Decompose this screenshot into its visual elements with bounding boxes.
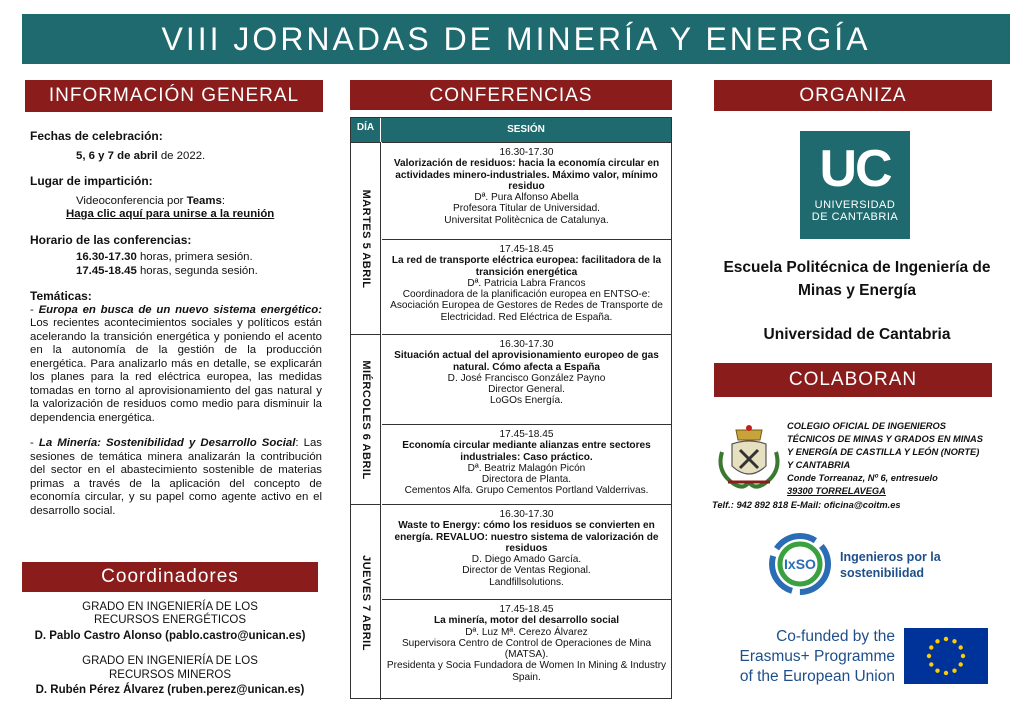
teams-join-link[interactable]: Haga clic aquí para unirse a la reunión	[66, 208, 275, 220]
tematicas-label: Temáticas:	[30, 289, 92, 303]
uc-logo	[800, 131, 910, 239]
ixso-logo-icon	[766, 530, 834, 598]
session-speaker: Dª. Beatriz Malagón Picón	[467, 462, 586, 474]
fechas-value	[30, 150, 322, 164]
eu-star-icon	[944, 637, 948, 641]
session-4	[382, 424, 671, 504]
session-org: Universitat Politècnica de Catalunya.	[444, 214, 609, 226]
lugar-bold: Teams	[186, 194, 222, 207]
session-role: Directora de Planta.	[481, 474, 572, 486]
session-title: Valorización de residuos: hacia la economía circular en actividades minero-industriales. Máximo valor, mínimo residuo	[393, 158, 660, 192]
eu-star-icon	[929, 662, 933, 666]
table-header	[351, 118, 671, 142]
colaboran-header: COLABORAN	[714, 363, 992, 397]
horario-2	[30, 265, 322, 279]
lugar-value	[30, 195, 322, 209]
colegio-line: COLEGIO OFICIAL DE INGENIEROS	[787, 421, 946, 431]
col-dia: DÍA	[351, 118, 381, 142]
lugar-colon: :	[221, 194, 226, 207]
lugar-text: Videoconferencia por	[76, 194, 187, 207]
eu-star-icon	[959, 645, 963, 649]
session-time: 17.45-18.45	[499, 604, 554, 615]
page-title: VIII JORNADAS DE MINERÍA Y ENERGÍA	[22, 14, 1010, 64]
session-role: Director de Ventas Regional.	[462, 565, 591, 577]
session-title: La red de transporte eléctrica europea: facilitadora de la transición energética	[391, 255, 662, 278]
eu-flag-icon	[904, 628, 988, 684]
session-time: 17.45-18.45	[499, 429, 554, 440]
horario-1	[30, 251, 322, 265]
session-role: Coordinadora de la planificación europea en ENTSO-e: Asociación Europea de Gestores de Redes de Transporte de Electricidad. Red Eléctrica de España.	[390, 289, 663, 323]
day-martes	[351, 142, 381, 334]
session-speaker: D. José Francisco González Payno	[447, 372, 606, 384]
fechas-bold: 5, 6 y 7 de abril	[76, 149, 158, 162]
session-speaker: Dª. Luz Mª. Cerezo Álvarez	[465, 626, 588, 638]
session-title: Economía circular mediante alianzas entre sectores industriales: Caso práctico.	[402, 440, 651, 463]
eu-star-icon	[935, 669, 939, 673]
eu-star-icon	[944, 671, 948, 675]
horario-2-rest: horas, segunda sesión.	[136, 264, 258, 277]
tema2-title: La Minería: Sostenibilidad y Desarrollo Social	[38, 437, 296, 449]
uc-logo-line1: UNIVERSIDAD	[814, 199, 896, 211]
session-speaker: Dª. Patricia Labra Francos	[467, 277, 586, 289]
col-sesion: SESIÓN	[507, 124, 545, 135]
fechas-label: Fechas de celebración:	[30, 129, 163, 143]
eu-star-icon	[952, 669, 956, 673]
fechas-rest: de 2022.	[157, 149, 206, 162]
session-title: La minería, motor del desarrollo social	[433, 615, 620, 627]
organiza-header: ORGANIZA	[714, 80, 992, 111]
day-label: JUEVES 7 ABRIL	[359, 554, 372, 651]
colegio-info	[787, 420, 1009, 498]
colegio-line: TÉCNICOS DE MINAS Y GRADOS EN MINAS	[787, 434, 983, 444]
erasmus-line: of the European Union	[739, 668, 895, 685]
tema2	[30, 437, 322, 518]
tema1-title: Europa en busca de un nuevo sistema energético:	[38, 303, 322, 316]
eu-star-icon	[929, 645, 933, 649]
conferencias-header: CONFERENCIAS	[350, 80, 672, 110]
colegio-line: Y ENERGÍA DE CASTILLA Y LEÓN (NORTE)	[787, 447, 980, 457]
coord-nombre-2: D. Rubén Pérez Álvarez (ruben.perez@unican.es)	[35, 684, 305, 697]
session-org: Cementos Alfa. Grupo Cementos Portland Valderrivas.	[404, 485, 649, 497]
ixso-logo-text: IxSO	[784, 556, 816, 572]
tema1-text: Los recientes acontecimientos sociales y políticos están acelerando la transición energética y poniendo el acento en la autonomía de la gestión de la producción energética. Para analizarlo más en detalle, se explicarán los planes para la red eléctrica europea, las medidas tomadas en torno al aprovisionamiento del gas natural y la valorización de residuos como medio para disminuir la dependencia energética.	[30, 317, 322, 424]
horario-1-bold: 16.30-17.30	[76, 251, 137, 263]
session-time: 16.30-17.30	[499, 147, 554, 158]
info-body	[30, 130, 322, 518]
session-org: Presidenta y Socia Fundadora de Women In Mining & Industry Spain.	[386, 660, 667, 683]
day-jueves	[351, 504, 381, 700]
session-time: 17.45-18.45	[499, 244, 554, 255]
coordinadores-list	[22, 601, 318, 697]
day-label: MARTES 5 ABRIL	[359, 189, 372, 288]
erasmus-line: Erasmus+ Programme	[739, 648, 895, 665]
erasmus-text	[720, 627, 895, 687]
eu-star-icon	[935, 639, 939, 643]
session-3	[382, 334, 671, 424]
erasmus-line: Co-funded by the	[776, 628, 895, 645]
day-label: MIÉRCOLES 6 ABRIL	[359, 359, 372, 480]
conferencias-table	[350, 117, 672, 699]
horario-2-bold: 17.45-18.45	[76, 264, 137, 277]
session-time: 16.30-17.30	[499, 339, 554, 350]
session-org: LoGOs Energía.	[490, 395, 563, 407]
session-time: 16.30-17.30	[499, 509, 554, 520]
uc-logo-mark: UC	[819, 140, 891, 198]
colegio-address: Conde Torreanaz, Nº 6, entresuelo	[787, 473, 938, 483]
session-6	[382, 599, 671, 700]
school-name: Escuela Politécnica de Ingeniería de Minas y Energía	[723, 259, 991, 299]
session-speaker: D. Diego Amado García.	[471, 554, 582, 566]
horario-label: Horario de las conferencias:	[30, 232, 192, 247]
coord-grado-2: GRADO EN INGENIERÍA DE LOS RECURSOS MINEROS	[82, 655, 258, 681]
session-1	[382, 142, 671, 239]
colegio-line: Y CANTABRIA	[787, 460, 851, 470]
session-role: Profesora Titular de Universidad.	[453, 203, 600, 215]
horario-1-rest: horas, primera sesión.	[136, 251, 253, 263]
colegio-city: 39300 TORRELAVEGA	[787, 486, 886, 496]
tema2-text: : Las sesiones de temática minera analizarán la contribución del sector en el abastecimiento sostenible de materias primas a través de la aplicación del concepto de economía circular, y su papel como agente activo en el desarrollo social.	[30, 437, 322, 517]
lugar-label: Lugar de impartición:	[30, 174, 153, 188]
eu-star-icon	[927, 654, 931, 658]
day-miercoles	[351, 334, 381, 504]
session-speaker: Dª. Pura Alfonso Abella	[474, 192, 579, 204]
colegio-contact: Telf.: 942 892 818 E-Mail: oficina@coitm.es	[712, 500, 901, 510]
session-5	[382, 504, 671, 599]
info-header: INFORMACIÓN GENERAL	[25, 80, 323, 112]
session-title: Situación actual del aprovisionamiento europeo de gas natural. Cómo afecta a España	[394, 350, 659, 373]
eu-star-icon	[952, 639, 956, 643]
session-org: Landfillsolutions.	[489, 576, 564, 588]
coord-grado-1: GRADO EN INGENIERÍA DE LOS RECURSOS ENERGÉTICOS	[82, 601, 258, 627]
session-title: Waste to Energy: cómo los residuos se convierten en energía. REVALUO: nuestro sistema de valorización de residuos	[394, 520, 659, 554]
university-name: Universidad de Cantabria	[763, 326, 951, 343]
tema2-dash: -	[30, 437, 39, 449]
eu-star-icon	[961, 654, 965, 658]
tema1-dash: -	[30, 303, 39, 316]
coat-of-arms-icon	[714, 422, 784, 494]
uc-logo-line2: DE CANTABRIA	[811, 211, 899, 223]
session-role: Supervisora Centro de Control de Operaciones de Mina (MATSA).	[401, 637, 652, 661]
session-role: Director General.	[488, 384, 565, 396]
coord-nombre-1: D. Pablo Castro Alonso (pablo.castro@unican.es)	[34, 629, 306, 642]
tema1	[30, 304, 322, 426]
session-2	[382, 239, 671, 334]
eu-star-icon	[959, 662, 963, 666]
coordinadores-header: Coordinadores	[22, 562, 318, 592]
ixso-text: Ingenieros por la sostenibilidad	[840, 550, 941, 580]
